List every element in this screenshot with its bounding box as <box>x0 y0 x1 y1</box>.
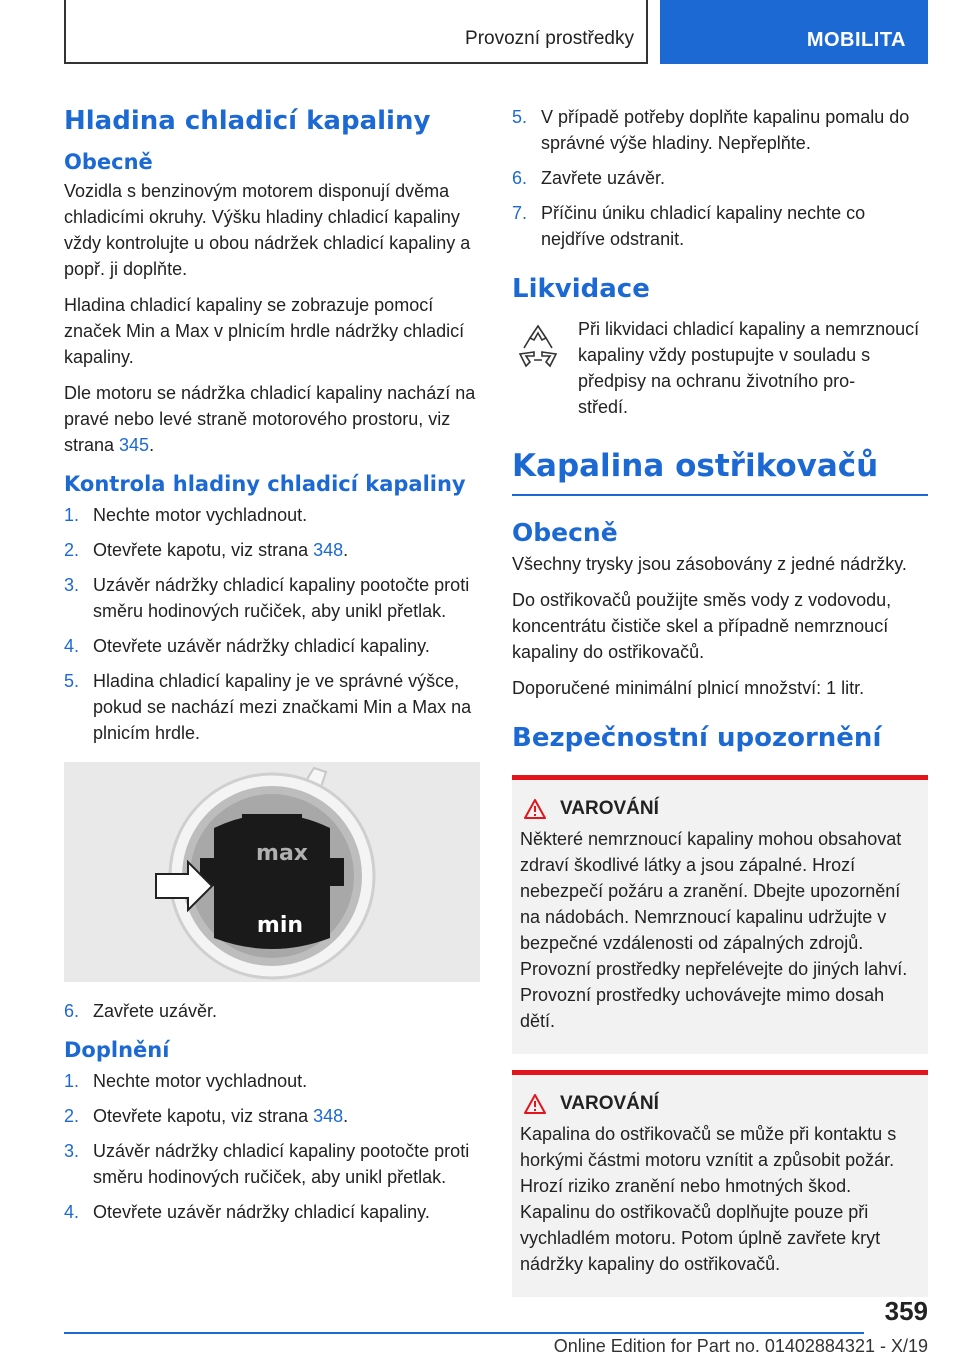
step-number: 1. <box>64 505 80 525</box>
list-item: 2. Otevřete kapotu, viz strana 348. <box>64 537 480 563</box>
left-column <box>64 96 480 1235</box>
warning-box <box>512 1070 928 1297</box>
section-title-safety: Bezpečnostní upozornění <box>512 723 882 753</box>
page-header <box>64 0 928 64</box>
subheading-refill: Doplnění <box>64 1038 170 1062</box>
step-text: Otevřete kapotu, viz strana <box>93 540 314 560</box>
warning-title-text: VAROVÁNÍ <box>560 1093 659 1114</box>
step-number: 3. <box>64 1141 80 1161</box>
step-number: 6. <box>512 168 528 188</box>
footer-divider <box>64 1332 864 1334</box>
paragraph: Do ostřikovačů použijte směs vody z vodovodu, koncentrátu čističe skel a případně nemrznoucí kapaliny do ostřikovačů. <box>512 590 892 662</box>
page-number: 359 <box>884 1296 928 1326</box>
list-item <box>64 572 480 624</box>
step-text: Otevřete uzávěr nádržky chladicí kapaliny. <box>93 636 430 656</box>
subheading-check-level: Kontrola hladiny chladicí kapaliny <box>64 472 466 496</box>
step-text: Příčinu úniku chladicí kapaliny nechte co nejdříve odstranit. <box>541 203 866 249</box>
step-number: 4. <box>64 1202 80 1222</box>
list-item <box>512 165 928 191</box>
warning-box <box>512 775 928 1054</box>
paragraph: Hladina chladicí kapaliny se zobrazuje pomocí značek Min a Max v plnicím hrdle nádržky chladicí kapaliny. <box>64 295 465 367</box>
coolant-cap-illustration <box>64 762 480 982</box>
disposal-text-tail: středí. <box>578 397 629 417</box>
coolant-cap-figure <box>64 762 480 982</box>
warning-text: Některé nemrznoucí kapaliny mohou obsahovat zdraví škodlivé látky a jsou zápalné. Hrozí nebezpečí požáru a zranění. Dbejte upozornění na nádobách. Nemrznoucí kapalinu udržujte v bezpečné vzdálenosti od zápalných zdrojů. Provozní prostředky nepřelévejte do jiných lahví. Provozní prostředky uchovávejte mimo dosah dětí. <box>520 829 908 1031</box>
paragraph: Vozidla s benzinovým motorem disponují dvěma chladicími okruhy. Výšku hladiny chladicí kapaliny vždy kontrolujte u obou nádržek chladicí kapaliny a popř. ji doplňte. <box>64 181 471 279</box>
min-marking: min <box>256 913 304 938</box>
step-number: 5. <box>512 107 528 127</box>
list-item <box>64 668 480 746</box>
warning-title <box>520 1093 920 1115</box>
step-number: 1. <box>64 1071 80 1091</box>
disposal-text: Při likvidaci chladicí kapaliny a nemrznoucí kapaliny vždy postupujte v souladu s předpisy na ochranu životního pro- <box>578 319 920 391</box>
max-marking: max <box>256 841 308 866</box>
warning-triangle-icon <box>524 1094 546 1114</box>
header-chapter-tab <box>660 0 928 64</box>
page-link[interactable]: 348 <box>313 540 344 560</box>
step-number: 2. <box>64 1106 80 1126</box>
edition-text: Online Edition for Part no. 01402884321 - X/19 <box>553 1336 928 1356</box>
step-text: Otevřete uzávěr nádržky chladicí kapaliny. <box>93 1202 430 1222</box>
paragraph: Dle motoru se nádržka chladicí kapaliny nachází na pravé nebo levé straně motorového prostoru, viz strana 345. <box>64 383 476 455</box>
disposal-note <box>512 316 928 420</box>
check-steps-list <box>64 502 480 746</box>
refill-steps-list-cont <box>512 104 928 252</box>
list-item <box>64 1068 480 1094</box>
section-title-washer-fluid: Kapalina ostřikovačů <box>512 448 928 496</box>
subheading-general: Obecně <box>64 150 153 174</box>
list-item <box>64 502 480 528</box>
header-section-box <box>64 0 648 64</box>
step-text: Nechte motor vychladnout. <box>93 505 308 525</box>
page-link[interactable]: 345 <box>119 435 150 455</box>
warning-title <box>520 798 920 820</box>
paragraph-text: Dle motoru se nádržka chladicí kapaliny nachází na pravé nebo levé straně motorového prostoru, viz strana <box>64 383 476 455</box>
step-text: Nechte motor vychladnout. <box>93 1071 308 1091</box>
step-text: Zavřete uzávěr. <box>93 1001 218 1021</box>
right-column <box>512 96 928 1297</box>
list-item: 2. Otevřete kapotu, viz strana 348. <box>64 1103 480 1129</box>
step-text: Otevřete kapotu, viz strana <box>93 1106 314 1126</box>
paragraph: Doporučené minimální plnicí množství: 1 litr. <box>512 678 865 698</box>
page-link[interactable]: 348 <box>313 1106 344 1126</box>
step-text: Hladina chladicí kapaliny je ve správné výšce, pokud se nachází mezi značkami Min a Max na plnicím hrdle. <box>93 671 472 743</box>
header-section-title: Provozní prostředky <box>465 28 634 49</box>
step-number: 2. <box>64 540 80 560</box>
recycle-icon <box>512 320 564 372</box>
step-number: 3. <box>64 575 80 595</box>
section-title-coolant: Hladina chladicí kapaliny <box>64 106 431 136</box>
step-number: 4. <box>64 636 80 656</box>
warning-text: Kapalina do ostřikovačů se může při kontaktu s horkými částmi motoru vznítit a způsobit požár. Hrozí riziko zranění nebo hmotných škod. Kapalinu do ostřikovačů doplňujte pouze při vychladlém motoru. Potom úplně zavřete kryt nádržky kapaliny do ostřikovačů. <box>520 1124 897 1274</box>
list-item <box>512 200 928 252</box>
warning-title-text: VAROVÁNÍ <box>560 798 659 819</box>
paragraph: Všechny trysky jsou zásobovány z jedné nádržky. <box>512 554 907 574</box>
refill-steps-list <box>64 1068 480 1225</box>
section-title-disposal: Likvidace <box>512 274 650 304</box>
subheading-general: Obecně <box>512 518 618 547</box>
list-item <box>512 104 928 156</box>
step-text: Uzávěr nádržky chladicí kapaliny pootočte proti směru hodinových ručiček, aby unikl přetlak. <box>93 575 470 621</box>
list-item <box>64 1199 480 1225</box>
step-number: 5. <box>64 671 80 691</box>
step-number: 7. <box>512 203 528 223</box>
header-chapter-title: MOBILITA <box>806 29 906 51</box>
step-number: 6. <box>64 1001 80 1021</box>
warning-triangle-icon <box>524 799 546 819</box>
list-item <box>64 633 480 659</box>
step-text: Uzávěr nádržky chladicí kapaliny pootočte proti směru hodinových ručiček, aby unikl přetlak. <box>93 1141 470 1187</box>
list-item <box>64 998 480 1024</box>
step-text: Zavřete uzávěr. <box>541 168 666 188</box>
check-steps-list-cont <box>64 998 480 1024</box>
list-item <box>64 1138 480 1190</box>
step-text: V případě potřeby doplňte kapalinu pomalu do správné výše hladiny. Nepřeplňte. <box>541 107 910 153</box>
